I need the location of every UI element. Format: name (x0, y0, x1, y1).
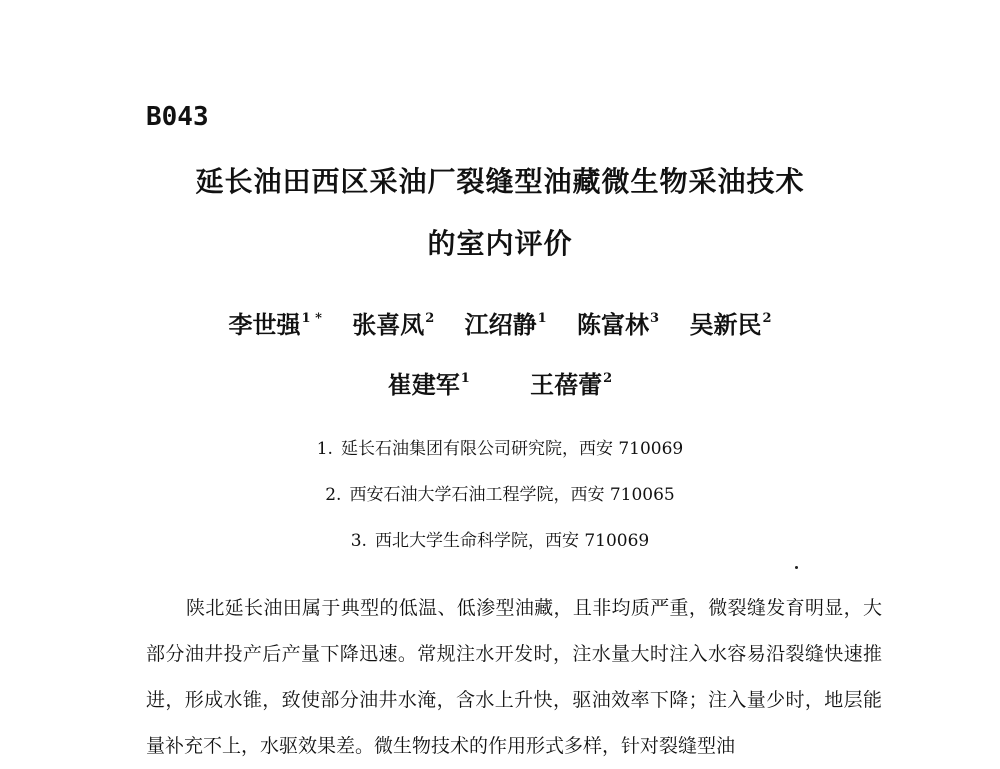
scan-speck (795, 566, 798, 569)
author (530, 362, 612, 402)
author-affiliation-mark: 1 * (301, 311, 322, 326)
author-affiliation-mark: 2 (425, 311, 435, 326)
author-affiliation-mark: 3 (650, 311, 660, 326)
paper-code: B043 (146, 102, 209, 132)
author (465, 302, 547, 342)
affiliation-text: 西北大学生命科学院，西安 710069 (374, 531, 650, 551)
author-affiliation-mark: 1 (537, 311, 547, 326)
author-name: 李世强 (228, 311, 301, 339)
affiliation-text: 西安石油大学石油工程学院，西安 710065 (349, 485, 675, 505)
author (229, 302, 322, 342)
author-name: 崔建军 (387, 371, 460, 399)
affiliation-text: 延长石油集团有限公司研究院，西安 710069 (340, 439, 684, 459)
paper-title-line-2: 的室内评价 (427, 227, 573, 260)
affiliation-number: 1. (316, 439, 333, 459)
author (577, 302, 659, 342)
author-affiliation-mark: 2 (762, 311, 772, 326)
affiliation-number: 2. (325, 485, 342, 505)
author-name: 张喜凤 (352, 311, 425, 339)
author-affiliation-mark: 2 (603, 371, 613, 386)
author (352, 302, 434, 342)
affiliation-2 (0, 482, 1000, 508)
affiliation-1 (0, 436, 1000, 462)
paper-title-line-1: 延长油田西区采油厂裂缝型油藏微生物采油技术 (195, 165, 805, 198)
author-name: 江绍静 (464, 311, 537, 339)
author (689, 302, 771, 342)
author-affiliation-mark: 1 (460, 371, 470, 386)
author-name: 王蓓蕾 (530, 371, 603, 399)
abstract-paragraph: 陕北延长油田属于典型的低温、低渗型油藏，且非均质严重，微裂缝发育明显，大部分油井投产后产量下降迅速。常规注水开发时，注水量大时注入水容易沿裂缝快速推进，形成水锥，致使部分油井水淹，含水上升快，驱油效率下降；注入量少时，地层能量补充不上，水驱效果差。微生物技术的作用形式多样，针对裂缝型油 (146, 597, 882, 757)
author-list-row-2 (0, 362, 1000, 402)
author-list-row-1 (0, 302, 1000, 342)
author-name: 陈富林 (577, 311, 650, 339)
author (388, 362, 470, 402)
author-name: 吴新民 (689, 311, 762, 339)
affiliation-number: 3. (350, 531, 367, 551)
affiliation-3 (0, 528, 1000, 554)
